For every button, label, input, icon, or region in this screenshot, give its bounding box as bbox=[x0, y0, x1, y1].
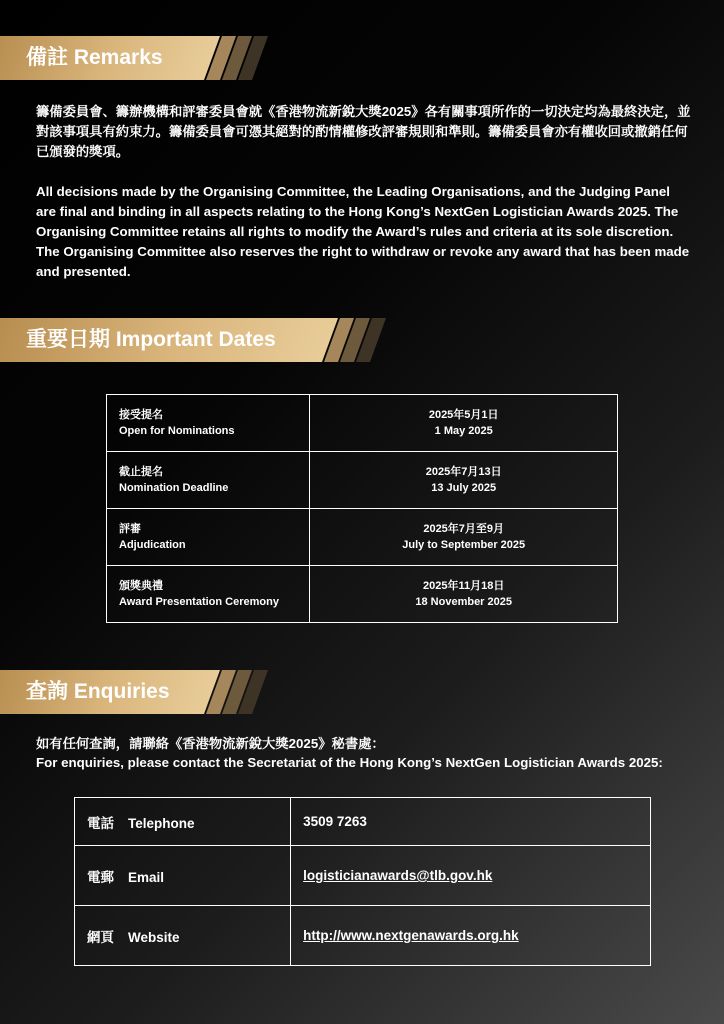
table-row bbox=[75, 798, 651, 846]
date-label-zh: 評審 bbox=[119, 523, 141, 535]
important-dates-table bbox=[106, 394, 618, 623]
website-link[interactable]: http://www.nextgenawards.org.hk bbox=[303, 928, 519, 943]
table-row bbox=[107, 509, 618, 566]
date-label-cell bbox=[107, 452, 310, 509]
enquiries-table bbox=[74, 797, 651, 966]
date-value-cell bbox=[310, 395, 618, 452]
enquiries-banner bbox=[0, 670, 270, 714]
remarks-banner bbox=[0, 36, 270, 80]
remarks-paragraph-en: All decisions made by the Organising Committee, the Leading Organisations, and the Judging Panel are final and binding in all aspects relating to the Hong Kong’s NextGen Logistician Awards 2025. The Organising Committee retains all rights to modify the Award’s rules and criteria at its sole discretion. The Organising Committee also reserves the right to withdraw or revoke any award that has been made and presented. bbox=[36, 184, 690, 279]
website-cell bbox=[291, 906, 651, 966]
date-label-zh: 頒獎典禮 bbox=[119, 580, 163, 592]
date-label-cell bbox=[107, 509, 310, 566]
contact-label-cell bbox=[75, 798, 291, 846]
date-value-en: 18 November 2025 bbox=[415, 596, 512, 608]
table-row bbox=[75, 846, 651, 906]
contact-label-zh: 網頁 bbox=[87, 929, 114, 945]
date-value-cell bbox=[310, 452, 618, 509]
date-label-en: Adjudication bbox=[119, 539, 186, 551]
contact-label-en: Email bbox=[128, 869, 165, 885]
date-value-en: 13 July 2025 bbox=[431, 482, 497, 494]
remarks-paragraph-zh: 籌備委員會、籌辦機構和評審委員會就《香港物流新銳大獎2025》各有關事項所作的一切決定均為最終決定，並對該事項具有約束力。籌備委員會可憑其絕對的酌情權修改評審規則和準則。籌備委員會亦有權收回或撤銷任何已頒發的獎項。 bbox=[36, 104, 691, 159]
table-row bbox=[75, 906, 651, 966]
date-value-zh: 2025年11月18日 bbox=[423, 580, 505, 592]
date-label-en: Open for Nominations bbox=[119, 425, 235, 437]
date-label-cell bbox=[107, 566, 310, 623]
date-label-zh: 接受提名 bbox=[119, 409, 163, 421]
date-label-zh: 截止提名 bbox=[119, 466, 163, 478]
table-row bbox=[107, 452, 618, 509]
contact-label-en: Telephone bbox=[128, 815, 195, 831]
important-dates-heading: 重要日期 Important Dates bbox=[26, 328, 276, 351]
email-link[interactable]: logisticianawards@tlb.gov.hk bbox=[303, 868, 493, 883]
date-value-en: July to September 2025 bbox=[402, 539, 526, 551]
date-value-zh: 2025年5月1日 bbox=[428, 409, 499, 421]
date-value-zh: 2025年7月至9月 bbox=[423, 523, 505, 535]
enquiries-intro-zh: 如有任何查詢，請聯絡《香港物流新銳大獎2025》秘書處： bbox=[36, 736, 385, 751]
telephone-value: 3509 7263 bbox=[291, 798, 651, 846]
date-value-zh: 2025年7月13日 bbox=[425, 466, 502, 478]
date-value-cell bbox=[310, 509, 618, 566]
date-label-cell bbox=[107, 395, 310, 452]
table-row bbox=[107, 395, 618, 452]
contact-label-cell bbox=[75, 906, 291, 966]
remarks-heading: 備註 Remarks bbox=[26, 46, 163, 69]
date-label-en: Nomination Deadline bbox=[119, 482, 229, 494]
table-row bbox=[107, 566, 618, 623]
contact-label-cell bbox=[75, 846, 291, 906]
enquiries-intro-en: For enquiries, please contact the Secretariat of the Hong Kong’s NextGen Logistician Awards 2025: bbox=[36, 755, 663, 770]
date-label-en: Award Presentation Ceremony bbox=[119, 596, 279, 608]
important-dates-banner bbox=[0, 318, 390, 362]
contact-label-en: Website bbox=[128, 929, 180, 945]
email-cell bbox=[291, 846, 651, 906]
contact-label-zh: 電郵 bbox=[87, 869, 114, 885]
date-value-cell bbox=[310, 566, 618, 623]
contact-label-zh: 電話 bbox=[87, 815, 114, 831]
date-value-en: 1 May 2025 bbox=[434, 425, 493, 437]
enquiries-heading: 查詢 Enquiries bbox=[26, 680, 170, 703]
